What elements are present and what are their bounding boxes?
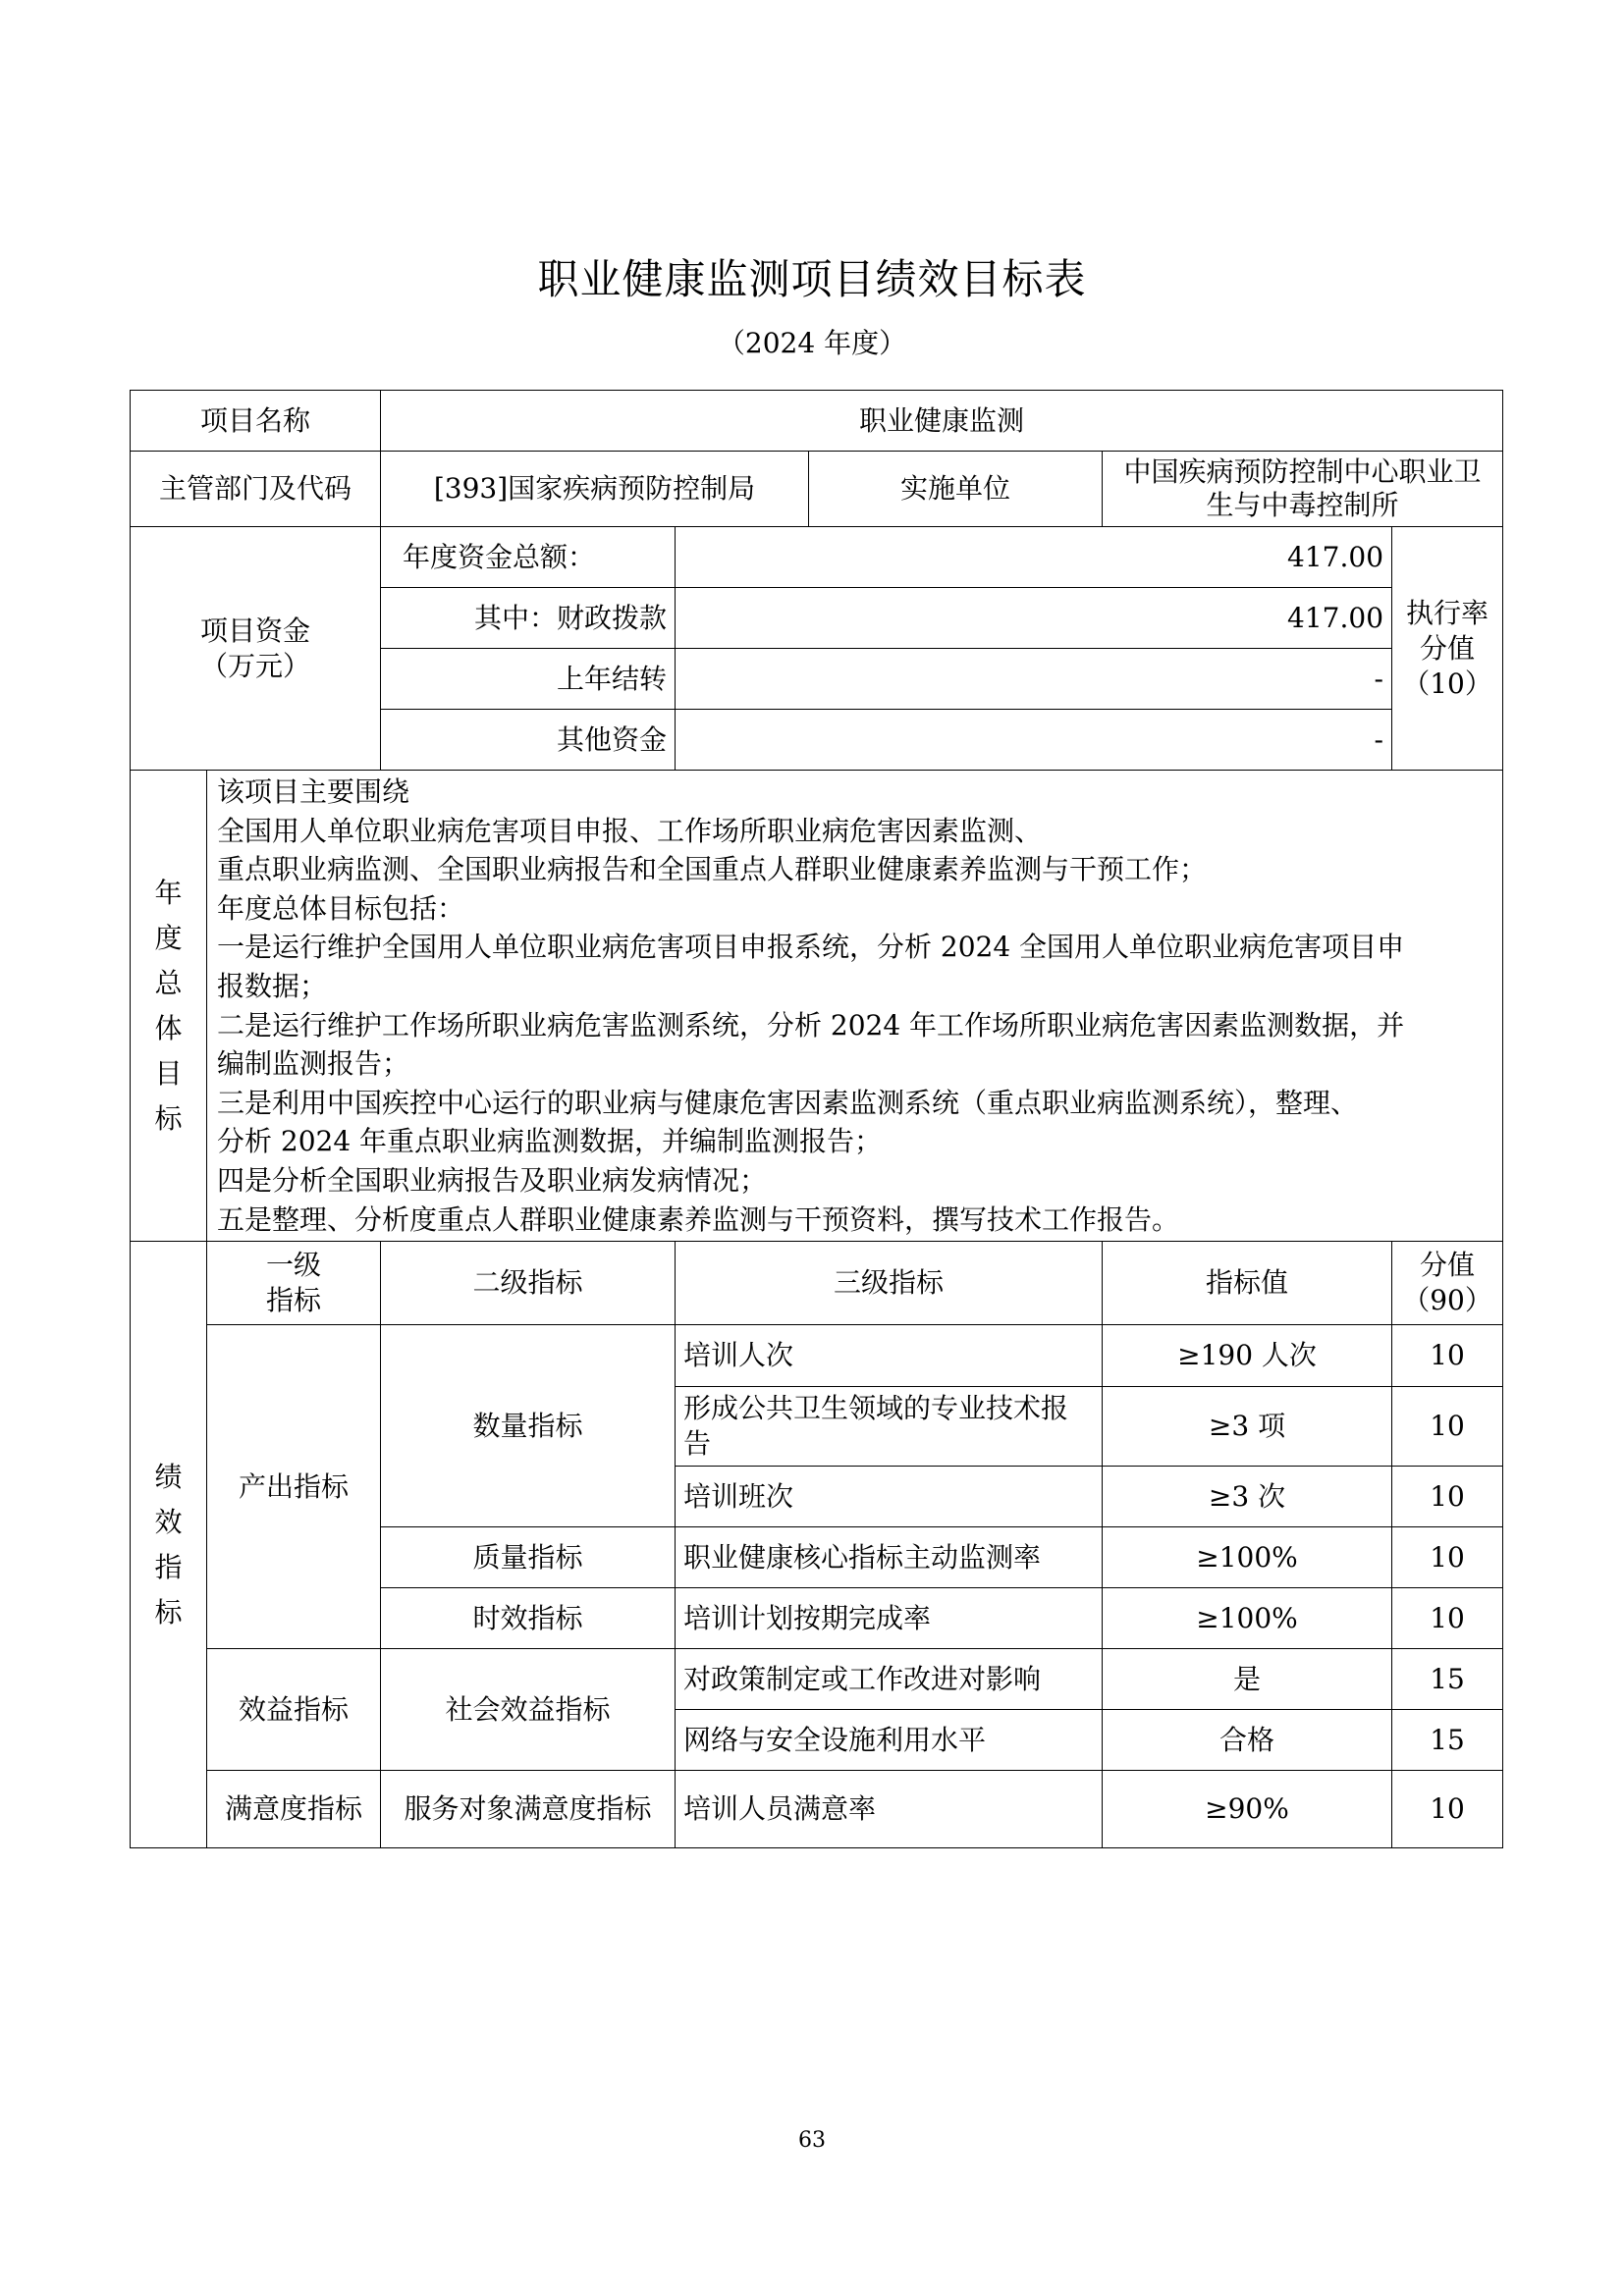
header-score — [1392, 1242, 1503, 1325]
indicators-label-char: 标 — [154, 1595, 183, 1629]
indicator-level3: 培训人次 — [676, 1325, 1103, 1387]
funds-other-value: - — [676, 710, 1392, 771]
execution-rate-line2: 分值 — [1420, 631, 1476, 665]
group-service-satisfaction: 服务对象满意度指标 — [381, 1771, 676, 1848]
indicators-header-row — [131, 1242, 1503, 1325]
header-level2: 二级指标 — [381, 1242, 676, 1325]
group-social-benefit: 社会效益指标 — [381, 1649, 676, 1771]
indicator-level3: 网络与安全设施利用水平 — [676, 1710, 1103, 1771]
execution-rate-score — [1392, 527, 1503, 771]
header-level1-line1: 一级 — [266, 1249, 322, 1282]
group-timeliness: 时效指标 — [381, 1588, 676, 1649]
goal-line: 分析 2024 年重点职业病监测数据，并编制监测报告； — [217, 1125, 883, 1158]
indicator-value: 是 — [1103, 1649, 1392, 1710]
goal-line: 三是利用中国疾控中心运行的职业病与健康危害因素监测系统（重点职业病监测系统），整理、 — [217, 1086, 1359, 1119]
indicator-level3: 职业健康核心指标主动监测率 — [676, 1527, 1103, 1588]
funds-fiscal-label: 其中：财政拨款 — [381, 588, 676, 649]
funds-total-value: 417.00 — [676, 527, 1392, 588]
goal-line: 四是分析全国职业病报告及职业病发病情况； — [217, 1163, 768, 1197]
indicators-label-char: 效 — [154, 1505, 183, 1538]
indicator-value: ≥190 人次 — [1103, 1325, 1392, 1387]
execution-rate-line3: （10） — [1402, 667, 1492, 700]
header-level1-line2: 指标 — [266, 1284, 322, 1317]
header-level3: 三级指标 — [676, 1242, 1103, 1325]
funds-label — [131, 527, 381, 771]
goals-label-char: 年 — [154, 876, 183, 909]
indicator-score: 10 — [1392, 1588, 1503, 1649]
funds-carryover-value: - — [676, 649, 1392, 710]
indicator-row — [131, 1649, 1503, 1710]
annual-goals-label — [131, 771, 207, 1242]
indicators-label-char: 指 — [154, 1550, 183, 1583]
indicator-level3: 形成公共卫生领域的专业技术报告 — [676, 1387, 1103, 1467]
goal-line: 该项目主要围绕 — [217, 775, 410, 808]
indicator-score: 15 — [1392, 1710, 1503, 1771]
implementing-unit-value: 中国疾病预防控制中心职业卫生与中毒控制所 — [1103, 452, 1503, 527]
implementing-unit-label: 实施单位 — [809, 452, 1103, 527]
page-title: 职业健康监测项目绩效目标表 — [537, 255, 1087, 303]
department-row — [131, 452, 1503, 527]
goal-line: 二是运行维护工作场所职业病危害监测系统，分析 2024 年工作场所职业病危害因素监测数据，并 — [217, 1008, 1405, 1041]
group-quality: 质量指标 — [381, 1527, 676, 1588]
indicator-value: 合格 — [1103, 1710, 1392, 1771]
funds-fiscal-value: 417.00 — [676, 588, 1392, 649]
funds-label-line2: （万元） — [200, 649, 311, 682]
goal-line: 五是整理、分析度重点人群职业健康素养监测与干预资料，撰写技术工作报告。 — [217, 1202, 1180, 1236]
indicator-value: ≥100% — [1103, 1527, 1392, 1588]
indicator-level3: 对政策制定或工作改进对影响 — [676, 1649, 1103, 1710]
execution-rate-line1: 执行率 — [1406, 596, 1489, 629]
funds-total-label: 年度资金总额： — [381, 527, 676, 588]
header-value: 指标值 — [1103, 1242, 1392, 1325]
goals-label-char: 度 — [154, 921, 183, 954]
annual-goals-row — [131, 771, 1503, 1242]
indicators-label-char: 绩 — [154, 1460, 183, 1493]
indicator-score: 10 — [1392, 1325, 1503, 1387]
indicator-level3: 培训班次 — [676, 1467, 1103, 1527]
department-label: 主管部门及代码 — [131, 452, 381, 527]
goal-line: 编制监测报告； — [217, 1047, 410, 1081]
goal-line: 重点职业病监测、全国职业病报告和全国重点人群职业健康素养监测与干预工作； — [217, 853, 1208, 886]
goal-line: 年度总体目标包括： — [217, 891, 465, 925]
funds-row — [131, 527, 1503, 588]
group-quantity: 数量指标 — [381, 1325, 676, 1527]
goal-line: 全国用人单位职业病危害项目申报、工作场所职业病危害因素监测、 — [217, 814, 1043, 847]
project-name-value: 职业健康监测 — [381, 391, 1503, 452]
group-satisfaction: 满意度指标 — [207, 1771, 381, 1848]
group-benefit: 效益指标 — [207, 1649, 381, 1771]
goal-line: 报数据； — [217, 969, 328, 1002]
project-name-row — [131, 391, 1503, 452]
funds-other-label: 其他资金 — [381, 710, 676, 771]
funds-carryover-label: 上年结转 — [381, 649, 676, 710]
goals-label-char: 体 — [154, 1011, 183, 1044]
indicators-label — [131, 1242, 207, 1848]
page-subtitle: （2024 年度） — [717, 327, 907, 359]
indicator-level3: 培训计划按期完成率 — [676, 1588, 1103, 1649]
goal-line: 一是运行维护全国用人单位职业病危害项目申报系统，分析 2024 全国用人单位职业病危害项目申 — [217, 931, 1405, 964]
page-number: 63 — [798, 2128, 826, 2153]
indicator-score: 10 — [1392, 1467, 1503, 1527]
indicator-value: ≥3 次 — [1103, 1467, 1392, 1527]
indicator-row — [131, 1771, 1503, 1848]
header-score-line1: 分值 — [1420, 1249, 1476, 1282]
indicator-value: ≥90% — [1103, 1771, 1392, 1848]
department-value: [393]国家疾病预防控制局 — [381, 452, 809, 527]
indicator-level3: 培训人员满意率 — [676, 1771, 1103, 1848]
group-output: 产出指标 — [207, 1325, 381, 1649]
funds-label-line1: 项目资金 — [200, 614, 311, 647]
indicator-score: 10 — [1392, 1527, 1503, 1588]
indicator-value: ≥100% — [1103, 1588, 1392, 1649]
goals-label-char: 目 — [154, 1056, 183, 1090]
header-level1 — [207, 1242, 381, 1325]
indicator-value: ≥3 项 — [1103, 1387, 1392, 1467]
goals-label-char: 标 — [154, 1101, 183, 1135]
performance-target-table — [130, 390, 1503, 1848]
indicator-score: 15 — [1392, 1649, 1503, 1710]
goals-label-char: 总 — [154, 966, 183, 999]
indicator-score: 10 — [1392, 1387, 1503, 1467]
project-name-label: 项目名称 — [131, 391, 381, 452]
indicator-score: 10 — [1392, 1771, 1503, 1848]
header-score-line2: （90） — [1402, 1284, 1492, 1317]
indicator-row — [131, 1325, 1503, 1387]
annual-goals-text — [207, 771, 1503, 1242]
